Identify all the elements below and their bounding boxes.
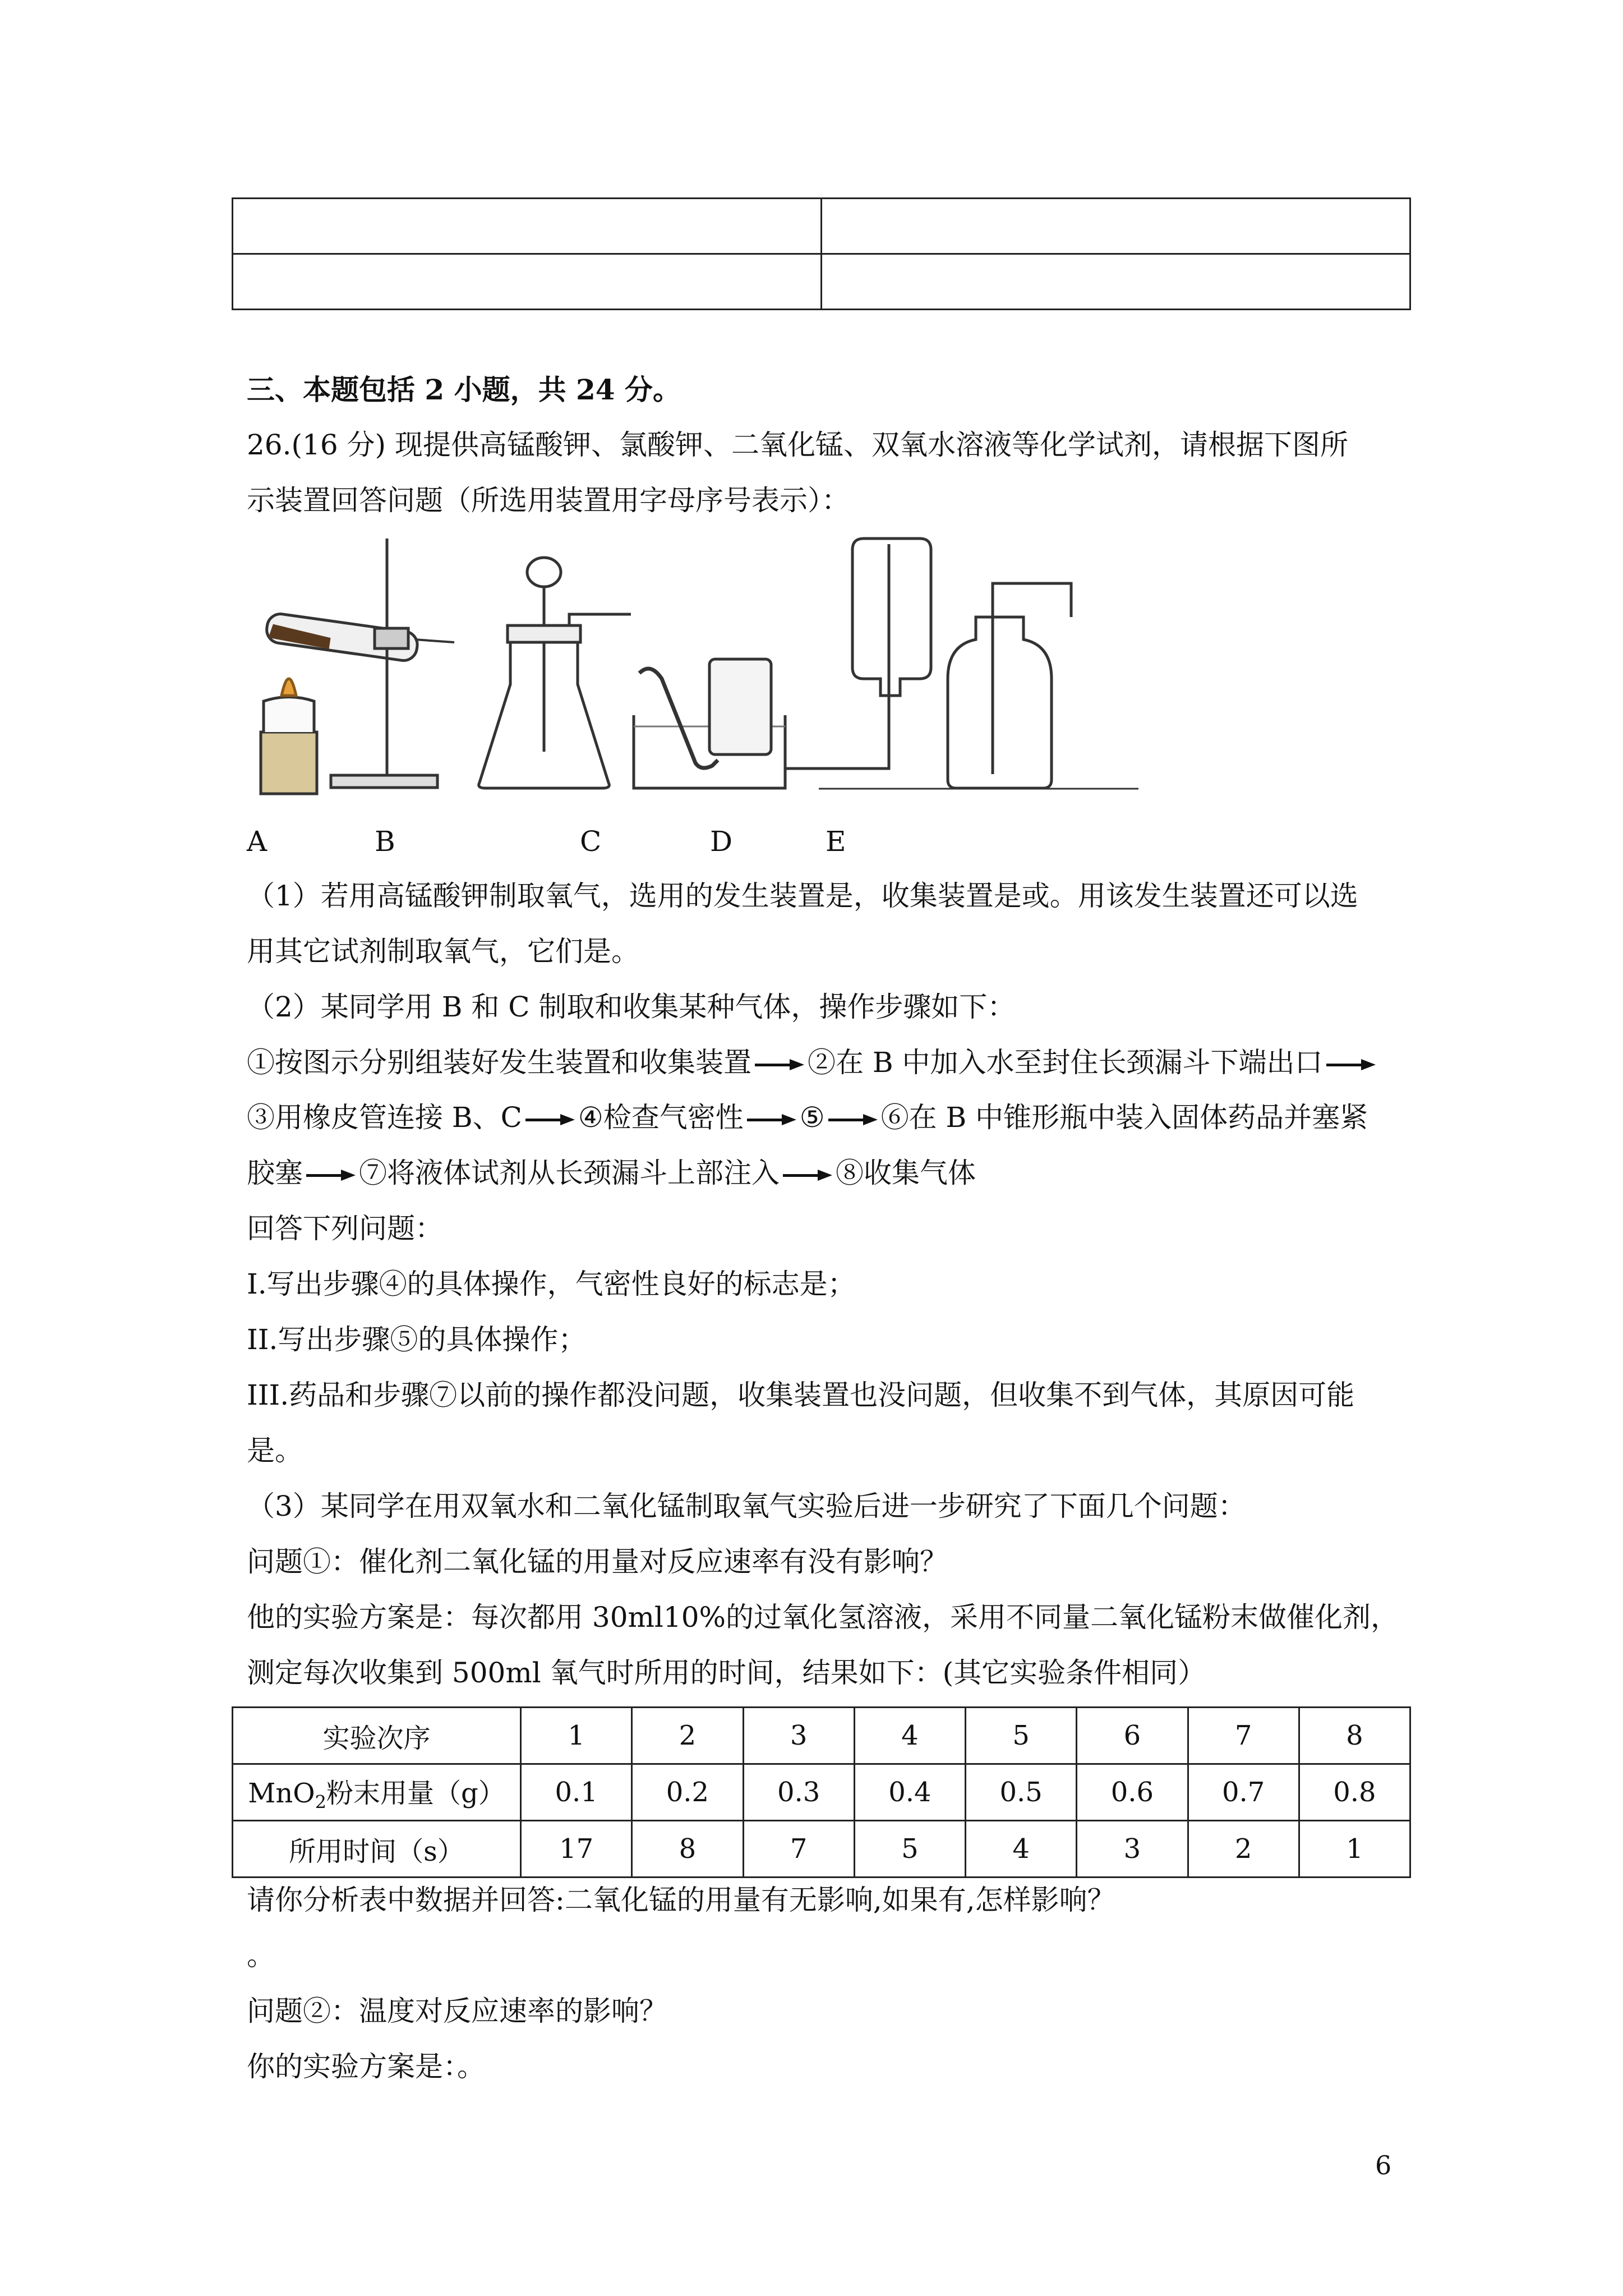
flask-apparatus-figure bbox=[479, 558, 631, 788]
table-cell: 3 bbox=[1077, 1821, 1188, 1878]
problem-2: 问题②：温度对反应速率的影响？ bbox=[247, 1995, 667, 2027]
table-cell: 0.2 bbox=[632, 1764, 743, 1821]
table-cell bbox=[822, 199, 1410, 254]
apparatus-label-e: E bbox=[826, 825, 846, 858]
step-7: ⑦将液体试剂从长颈漏斗上部注入 bbox=[359, 1157, 780, 1189]
row-header-text: 粉末用量（g） bbox=[326, 1778, 505, 1810]
table-cell: 2 bbox=[632, 1708, 743, 1764]
plan-line2: 测定每次收集到 500ml 氧气时所用的时间，结果如下：(其它实验条件相同） bbox=[247, 1657, 1206, 1689]
table-row-time bbox=[233, 1821, 1410, 1878]
experiment-data-table bbox=[232, 1706, 1411, 1878]
apparatus-label-a: A bbox=[247, 825, 268, 858]
step-6-cont: 胶塞 bbox=[247, 1157, 303, 1189]
table-cell: 0.3 bbox=[743, 1764, 854, 1821]
heating-apparatus-figure bbox=[261, 539, 454, 794]
part3-intro: （3）某同学在用双氧水和二氧化锰制取氧气实验后进一步研究了下面几个问题： bbox=[247, 1490, 1246, 1522]
table-cell: 0.4 bbox=[854, 1764, 965, 1821]
table-cell: 0.7 bbox=[1188, 1764, 1299, 1821]
table-cell: 17 bbox=[521, 1821, 632, 1878]
plan-2: 你的实验方案是：。 bbox=[247, 2050, 485, 2083]
table-cell: 0.5 bbox=[966, 1764, 1077, 1821]
table-cell: 5 bbox=[854, 1821, 965, 1878]
row-header bbox=[233, 1764, 521, 1821]
mno2-subscript: 2 bbox=[315, 1791, 327, 1813]
q26-intro-line2: 示装置回答问题（所选用装置用字母序号表示）： bbox=[247, 484, 850, 517]
steps-line2 bbox=[247, 1101, 1368, 1134]
q26-intro-line1: 26.(16 分) 现提供高锰酸钾、氯酸钾、二氧化锰、双氧水溶液等化学试剂，请根据下图所 bbox=[247, 429, 1348, 461]
question-i: I.写出步骤④的具体操作，气密性良好的标志是； bbox=[247, 1268, 856, 1300]
table-row-mass bbox=[233, 1764, 1410, 1821]
problem-1: 问题①：催化剂二氧化锰的用量对反应速率有没有影响？ bbox=[247, 1545, 948, 1578]
table-cell: 8 bbox=[1299, 1708, 1410, 1764]
question-iii-line1: III.药品和步骤⑦以前的操作都没问题，收集装置也没问题，但收集不到气体，其原因可能 bbox=[247, 1379, 1355, 1411]
table-cell: 6 bbox=[1077, 1708, 1188, 1764]
question-iii-line2: 是。 bbox=[247, 1434, 303, 1467]
table-cell: 3 bbox=[743, 1708, 854, 1764]
table-cell: 1 bbox=[1299, 1821, 1410, 1878]
apparatus-figure bbox=[247, 533, 1155, 802]
step-1: ①按图示分别组装好发生装置和收集装置 bbox=[247, 1046, 751, 1079]
step-6: ⑥在 B 中锥形瓶中装入固体药品并塞紧 bbox=[880, 1101, 1368, 1134]
answer-heading: 回答下列问题： bbox=[247, 1212, 443, 1245]
step-8: ⑧收集气体 bbox=[836, 1157, 976, 1189]
table-cell bbox=[822, 254, 1410, 310]
arrow-icon bbox=[747, 1114, 796, 1125]
table-cell: 7 bbox=[1188, 1708, 1299, 1764]
collection-bottles-figure bbox=[785, 539, 1138, 789]
analysis-question: 请你分析表中数据并回答:二氧化锰的用量有无影响,如果有,怎样影响？ bbox=[247, 1884, 1115, 1916]
table-row bbox=[233, 254, 1410, 310]
table-cell: 4 bbox=[966, 1821, 1077, 1878]
apparatus-label-b: B bbox=[375, 825, 395, 858]
table-row-trial bbox=[233, 1708, 1410, 1764]
step-4: ④检查气密性 bbox=[578, 1101, 744, 1134]
table-cell: 7 bbox=[743, 1821, 854, 1878]
table-cell: 1 bbox=[521, 1708, 632, 1764]
table-cell: 4 bbox=[854, 1708, 965, 1764]
table-cell: 0.6 bbox=[1077, 1764, 1188, 1821]
part1-line1: （1）若用高锰酸钾制取氧气，选用的发生装置是，收集装置是或。用该发生装置还可以选 bbox=[247, 880, 1358, 912]
apparatus-label-c: C bbox=[580, 825, 602, 858]
table-row bbox=[233, 199, 1410, 254]
question-ii: II.写出步骤⑤的具体操作； bbox=[247, 1323, 587, 1356]
step-3: ③用橡皮管连接 B、C bbox=[247, 1101, 522, 1134]
part1-line2: 用其它试剂制取氧气，它们是。 bbox=[247, 935, 639, 968]
arrow-icon bbox=[828, 1114, 878, 1125]
part2-intro: （2）某同学用 B 和 C 制取和收集某种气体，操作步骤如下： bbox=[247, 991, 1016, 1023]
arrow-icon bbox=[783, 1170, 832, 1181]
mno2-formula: MnO bbox=[248, 1778, 315, 1810]
table-cell: 8 bbox=[632, 1821, 743, 1878]
table-cell bbox=[233, 199, 822, 254]
table-cell: 0.1 bbox=[521, 1764, 632, 1821]
water-trough-figure bbox=[634, 659, 785, 788]
steps-line1 bbox=[247, 1046, 1379, 1079]
row-header: 实验次序 bbox=[233, 1708, 521, 1764]
arrow-icon bbox=[755, 1059, 804, 1070]
table-cell bbox=[233, 254, 822, 310]
table-cell: 0.8 bbox=[1299, 1764, 1410, 1821]
table-cell: 5 bbox=[966, 1708, 1077, 1764]
top-answer-table bbox=[232, 197, 1411, 310]
page-number: 6 bbox=[1375, 2150, 1392, 2180]
section-heading: 三、本题包括 2 小题，共 24 分。 bbox=[247, 373, 681, 406]
step-5: ⑤ bbox=[799, 1101, 825, 1134]
steps-line3 bbox=[247, 1156, 976, 1190]
row-header: 所用时间（s） bbox=[233, 1821, 521, 1878]
analysis-answer: 。 bbox=[247, 1939, 275, 1972]
table-cell: 2 bbox=[1188, 1821, 1299, 1878]
apparatus-label-d: D bbox=[710, 825, 733, 858]
step-2: ②在 B 中加入水至封住长颈漏斗下端出口 bbox=[808, 1046, 1323, 1079]
arrow-icon bbox=[525, 1114, 575, 1125]
arrow-icon bbox=[1326, 1059, 1376, 1070]
plan-line1: 他的实验方案是：每次都用 30ml10%的过氧化氢溶液，采用不同量二氧化锰粉末做催化剂， bbox=[247, 1601, 1399, 1634]
arrow-icon bbox=[306, 1170, 356, 1181]
